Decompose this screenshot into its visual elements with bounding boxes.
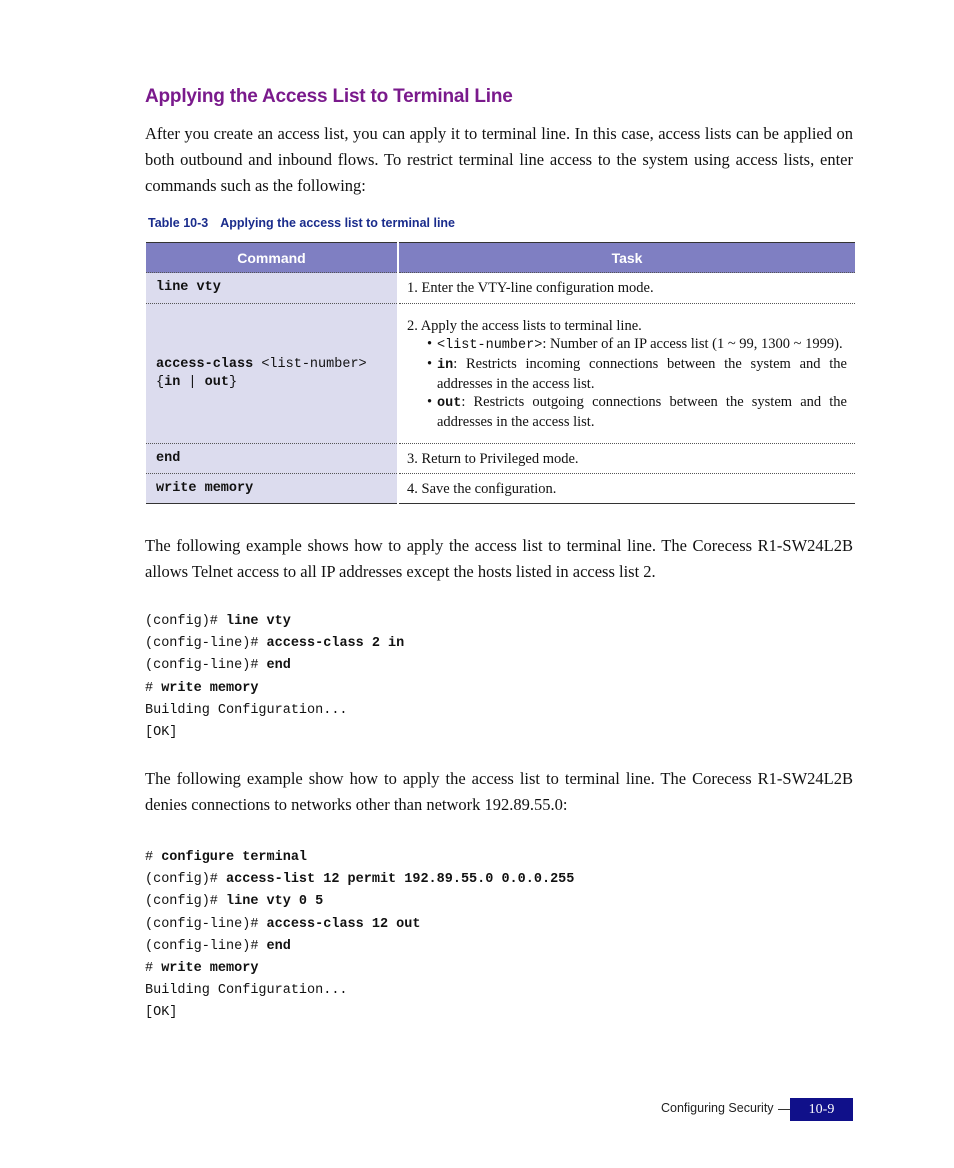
code-prompt: (config-line)# (145, 658, 267, 674)
code-output: Building Configuration... (145, 983, 348, 999)
code-prompt: (config-line)# (145, 636, 267, 652)
code-line (145, 869, 574, 891)
table-caption (148, 216, 455, 230)
code-output: [OK] (145, 1005, 178, 1021)
brace-close: } (228, 374, 238, 390)
code-line (145, 891, 574, 913)
command-cell (146, 304, 398, 444)
command-option-out: out (204, 374, 229, 390)
code-line (145, 936, 574, 958)
code-line (145, 914, 574, 936)
code-line (145, 722, 404, 744)
code-prompt: (config)# (145, 614, 227, 629)
command-cell: end (146, 444, 398, 474)
code-prompt: (config-line)# (145, 938, 267, 954)
code-line (145, 611, 404, 633)
column-header-command: Command (146, 243, 398, 273)
command-cell: write memory (146, 474, 398, 504)
table-header-row (146, 243, 855, 273)
code-prompt: # (145, 680, 162, 696)
code-command: configure terminal (161, 850, 308, 865)
footer-divider (778, 1109, 790, 1110)
code-line (145, 847, 574, 869)
code-command: line vty (226, 614, 291, 629)
code-line (145, 633, 404, 655)
example2-code-block (145, 847, 574, 1025)
code-line (145, 655, 404, 677)
command-argument: <list-number> (261, 356, 367, 372)
code-prompt: # (145, 850, 162, 865)
column-header-task: Task (398, 243, 855, 273)
table-caption-title: Applying the access list to terminal line (220, 216, 456, 230)
bullet-item (427, 335, 847, 355)
code-prompt: # (145, 960, 162, 976)
code-prompt: (config-line)# (145, 916, 267, 932)
code-command: access-class 2 in (266, 636, 405, 652)
code-command: write memory (161, 680, 259, 696)
bullet-text: : Number of an IP access list (1 ~ 99, 1300 ~ 1999). (542, 335, 843, 352)
code-prompt: (config)# (145, 894, 227, 910)
code-line (145, 980, 574, 1002)
example2-paragraph: The following example show how to apply the access list to terminal line. The Corecess R1-SW24L2B denies connections to networks other than network 192.89.55.0: (145, 769, 853, 814)
example1-code-block (145, 611, 404, 744)
intro-paragraph: After you create an access list, you can apply it to terminal line. In this case, access lists can be applied on both outbound and inbound flows. To restrict terminal line access to the system using access lists, enter commands such as the following: (145, 124, 853, 195)
section-heading: Applying the Access List to Terminal Line (145, 86, 513, 107)
task-cell: 4. Save the configuration. (398, 474, 855, 504)
bullet-term: <list-number> (437, 337, 543, 353)
code-command: access-list 12 permit 192.89.55.0 0.0.0.255 (226, 872, 575, 888)
code-command: end (266, 658, 291, 674)
bullet-text: : Restricts incoming connections between the system and the addresses in the access list. (437, 355, 847, 392)
code-prompt: (config)# (145, 872, 227, 888)
footer-section-title: Configuring Security (661, 1101, 774, 1115)
command-cell: line vty (146, 273, 398, 304)
task-bullet-list (407, 335, 847, 431)
code-line (145, 700, 404, 722)
task-cell: 1. Enter the VTY-line configuration mode. (398, 273, 855, 304)
bullet-item (427, 355, 847, 393)
page-number-badge: 10-9 (790, 1098, 853, 1121)
code-command: write memory (161, 960, 259, 976)
table-row (146, 304, 855, 444)
code-command: end (266, 938, 291, 954)
table-row (146, 273, 855, 304)
table-row (146, 474, 855, 504)
example1-paragraph: The following example shows how to apply the access list to terminal line. The Corecess R1-SW24L2B allows Telnet access to all IP addresses except the hosts listed in access list 2. (145, 536, 853, 581)
bullet-term: out (437, 395, 462, 411)
command-option-in: in (164, 374, 181, 390)
command-table (146, 242, 855, 504)
code-command: line vty 0 5 (226, 894, 324, 910)
code-line (145, 678, 404, 700)
task-text: 2. Apply the access lists to terminal line. (407, 317, 642, 334)
table-row (146, 444, 855, 474)
code-command: access-class 12 out (266, 916, 421, 932)
code-line (145, 958, 574, 980)
command-keyword: access-class (156, 356, 254, 372)
bullet-text: : Restricts outgoing connections between the system and the addresses in the access list. (437, 393, 847, 430)
task-cell (398, 304, 855, 444)
table-caption-label: Table 10-3 (148, 216, 209, 230)
code-output: [OK] (145, 724, 178, 740)
option-separator: | (188, 374, 197, 390)
bullet-term: in (437, 357, 454, 373)
brace-open: { (156, 374, 165, 390)
code-line (145, 1002, 574, 1024)
bullet-item (427, 393, 847, 431)
task-cell: 3. Return to Privileged mode. (398, 444, 855, 474)
code-output: Building Configuration... (145, 702, 348, 718)
